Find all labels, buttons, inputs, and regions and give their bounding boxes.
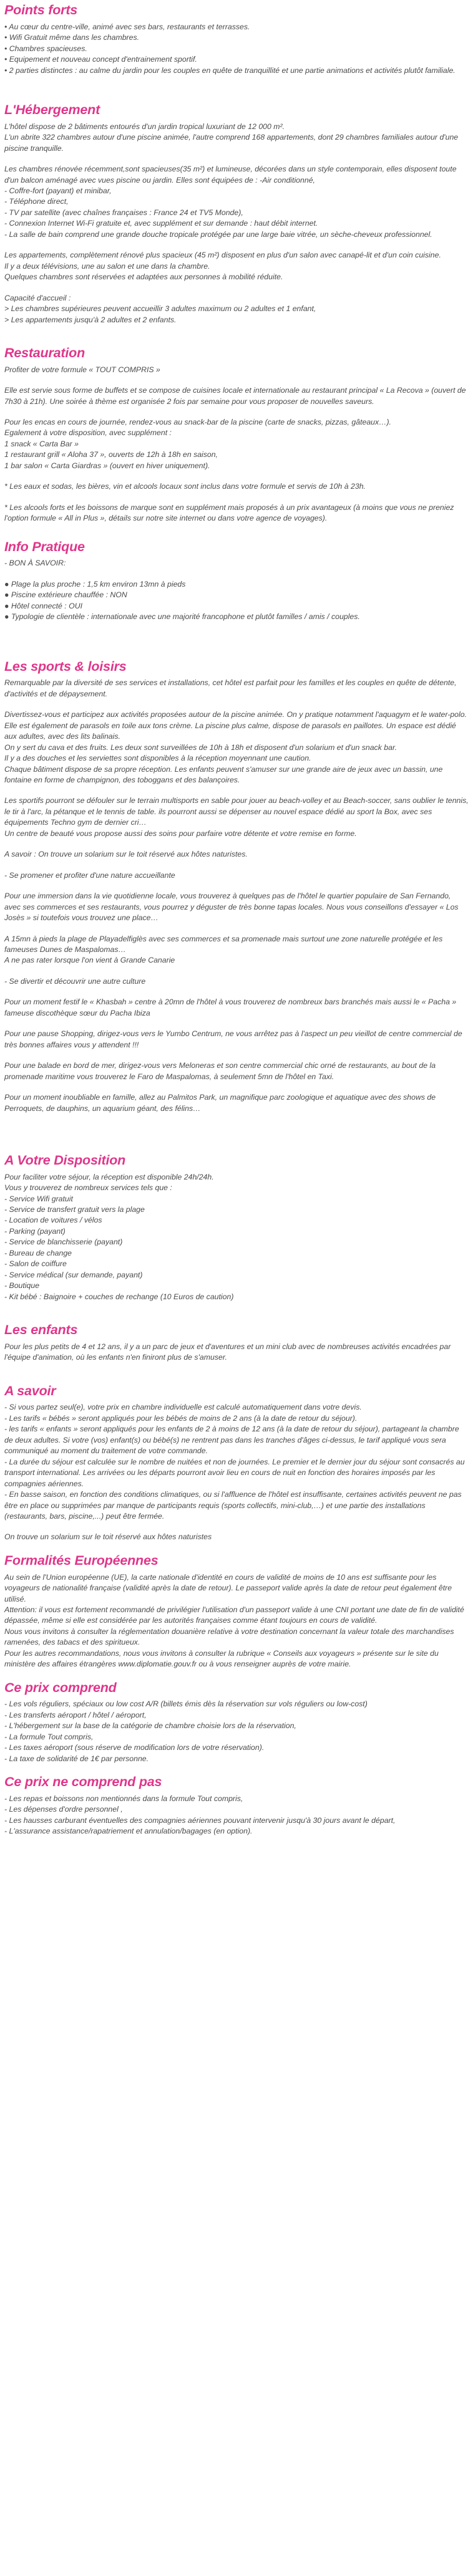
paragraph-spacer [4, 1522, 469, 1532]
section-title: A Votre Disposition [4, 1152, 126, 1168]
paragraph: - Les vols réguliers, spéciaux ou low cost A/R (billets émis dès la réservation sur vols réguliers ou low-cost) [4, 1699, 368, 1709]
paragraph: L'hôtel dispose de 2 bâtiments entourés d'un jardin tropical luxuriant de 12 000 m². [4, 122, 285, 131]
paragraph-spacer [4, 987, 469, 997]
section-title: Restauration [4, 345, 85, 360]
paragraph-spacer [4, 154, 469, 164]
paragraph: Il y a deux télévisions, une au salon et une dans la chambre. [4, 261, 210, 271]
paragraph-spacer [4, 699, 469, 709]
paragraph: Pour les encas en cours de journée, rendez-vous au snack-bar de la piscine (carte de snacks, pizzas, gâteaux…). [4, 418, 391, 427]
section-title: Info Pratique [4, 539, 85, 554]
paragraph: Attention: il vous est fortement recommandé de privilégier l'utilisation d'un passeport valide à une CNI portant une date de fin de validité dépassée, même si elle est considérée par les autorités françaises comme étant toujours en cours de validité. [4, 1605, 464, 1625]
paragraph: 1 snack « Carta Bar » [4, 439, 79, 448]
section-title: A savoir [4, 1383, 56, 1398]
section-title: Points forts [4, 2, 78, 17]
paragraph: - Coffre-fort (payant) et minibar, [4, 186, 112, 195]
section-les-enfants [4, 1322, 469, 1365]
section-body [4, 558, 469, 622]
paragraph: • 2 parties distinctes : au calme du jardin pour les couples en quête de tranquillité et une partie animations et activités plutôt familiale. [4, 65, 456, 75]
section-title: L'Hébergement [4, 102, 100, 117]
paragraph-spacer [4, 569, 469, 579]
section-body [4, 678, 469, 1114]
paragraph: - Parking (payant) [4, 1226, 66, 1236]
paragraph: • Equipement et nouveau concept d'entrainement sportif. [4, 55, 197, 64]
paragraph: Elle est servie sous forme de buffets et se compose de cuisines locale et internationale au restaurant principal « La Recova » (ouvert de 7h30 à 21h). Une soirée à thème est organisée 2 fois par semaine pour vous proposer de nouvelles saveurs. [4, 386, 466, 406]
section-title: Les sports & loisirs [4, 658, 127, 674]
paragraph: - TV par satellite (avec chaînes françaises : France 24 et TV5 Monde), [4, 208, 243, 217]
paragraph: ● Hôtel connecté : OUI [4, 601, 82, 610]
paragraph: - Les hausses carburant éventuelles des compagnies aériennes pouvant intervenir jusqu'à 30 jours avant le départ, [4, 1815, 396, 1825]
section-restauration [4, 345, 469, 526]
paragraph: Pour une pause Shopping, dirigez-vous vers le Yumbo Centrum, ne vous arrêtez pas à l'aspect un peu vieillot de centre commercial de très bonnes affaires vous y attendent !!! [4, 1029, 462, 1049]
section-formalit-s-europ-ennes [4, 1553, 469, 1671]
paragraph: - Se divertir et découvrir une autre culture [4, 976, 146, 986]
paragraph: - Boutique [4, 1281, 40, 1290]
paragraph: - En basse saison, en fonction des conditions climatiques, ou si l'affluence de l'hôtel est insuffisante, certaines activités peuvent ne pas être en place ou supprimées par manque de participants requis (sports collectifs, mini-club,…) et une partie des installations (restaurants, bars, piscine,...) peut être fermée. [4, 1490, 462, 1521]
paragraph: Pour un moment festif le « Khasbah » centre à 20mn de l'hôtel à vous trouverez de nombreux bars branchés mais aussi le « Pacha » fameuse discothèque sœur du Pacha Ibiza [4, 997, 457, 1017]
paragraph-spacer [4, 240, 469, 250]
paragraph: • Wifi Gratuit même dans les chambres. [4, 33, 140, 42]
paragraph: ● Piscine extérieure chauffée : NON [4, 590, 127, 600]
paragraph: - Kit bébé : Baignoire + couches de rechange (10 Euros de caution) [4, 1292, 234, 1301]
paragraph: - La taxe de solidarité de 1€ par personne. [4, 1754, 149, 1763]
paragraph-spacer [4, 1082, 469, 1092]
paragraph: - Connexion Internet Wi-Fi gratuite et, avec supplément et sur demande : haut débit internet. [4, 219, 318, 228]
paragraph: L'un abrite 322 chambres autour d'une piscine animée, l'autre comprend 168 appartements, dont 29 chambres familiales autour d'une piscine tranquille. [4, 133, 459, 153]
paragraph: Quelques chambres sont réservées et adaptées aux personnes à mobilité réduite. [4, 272, 283, 282]
paragraph: - Service de transfert gratuit vers la plage [4, 1205, 145, 1214]
paragraph-spacer [4, 283, 469, 293]
paragraph: - BON À SAVOIR: [4, 559, 66, 568]
section-body [4, 1572, 469, 1670]
paragraph: Au sein de l'Union européenne (UE), la carte nationale d'identité en cours de validité de moins de 10 ans est suffisante pour les voyageurs de nationalité française (validité après la date de retour). Le passeport valide après la date de retour peut également être utilisé. [4, 1572, 452, 1603]
paragraph: Chaque bâtiment dispose de sa propre réception. Les enfants peuvent s'amuser sur une grande aire de jeux avec un bassin, une fontaine en forme de champignon, des toboggans et des balançoires. [4, 764, 443, 784]
paragraph: - Se promener et profiter d'une nature accueillante [4, 870, 175, 880]
paragraph: A 15mn à pieds la plage de Playadelfiglès avec ses commerces et sa promenade mais surtout une zone naturelle protégée et les fameuses Dunes de Maspalomas… [4, 934, 443, 954]
section-body [4, 1342, 469, 1363]
paragraph: Pour les plus petits de 4 et 12 ans, il y a un parc de jeux et d'aventures et un mini club avec de nombreuses activités encadrées par l'équipe d'animation, où les enfants n'en finiront plus de s'amuser. [4, 1342, 451, 1362]
paragraph: 1 restaurant grill « Aloha 37 », ouverts de 12h à 18h en saison, [4, 450, 218, 459]
paragraph: > Les appartements jusqu'à 2 adultes et 2 enfants. [4, 315, 177, 324]
section-ce-prix-comprend [4, 1680, 469, 1766]
paragraph: Pour les autres recommandations, nous vous invitons à consulter la rubrique « Conseils aux voyageurs » présente sur le site du ministère des affaires étrangères www.diplomatie.gouv.fr ou à vous renseigner auprès de votre mairie. [4, 1648, 439, 1669]
paragraph-spacer [4, 493, 469, 502]
section-body [4, 365, 469, 524]
paragraph: Divertissez-vous et participez aux activités proposées autour de la piscine animée. On y pratique notamment l'aquagym et le water-polo. Elle est également de parasols en toile aux tons crème. La piscine plus calme, dispose de parasols en paillotes. Un espace est dédié aux adultes, avec des lits balinais. [4, 710, 467, 741]
paragraph-spacer [4, 839, 469, 849]
section-title: Les enfants [4, 1322, 78, 1338]
paragraph: - L'assurance assistance/rapatriement et annulation/bagages (en option). [4, 1827, 253, 1836]
paragraph: 1 bar salon « Carta Giardras » (ouvert en hiver uniquement). [4, 461, 210, 470]
paragraph: - les tarifs « enfants » seront appliqués pour les enfants de 2 à moins de 12 ans (à la date de retour du séjour), partageant la chambre de deux adultes. Si votre (vos) enfant(s) ou bébé(s) ne rentrent pas dans les tranches d'âges ci-dessus, le tarif appliqué vous sera communiqué au moment du traitement de votre commande. [4, 1425, 459, 1456]
section-body [4, 1402, 469, 1542]
paragraph: On trouve un solarium sur le toit réservé aux hôtes naturistes [4, 1532, 212, 1542]
paragraph: - Les dépenses d'ordre personnel , [4, 1805, 123, 1814]
paragraph: • Chambres spacieuses. [4, 44, 87, 53]
section-points-forts [4, 2, 469, 77]
paragraph: Les appartements, complètement rénové plus spacieux (45 m²) disposent en plus d'un salon avec canapé-lit et d'un coin cuisine. [4, 251, 441, 260]
paragraph: Nous vous invitons à consulter la réglementation douanière relative à votre destination concernant la valeur totale des marchandises ramenées, des tabacs et des spiritueux. [4, 1627, 454, 1647]
paragraph: Pour faciliter votre séjour, la réception est disponible 24h/24h. [4, 1172, 214, 1181]
paragraph: • Au cœur du centre-ville, animé avec ses bars, restaurants et terrasses. [4, 22, 250, 31]
paragraph: - Location de voitures / vélos [4, 1216, 102, 1225]
section-title: Ce prix ne comprend pas [4, 1774, 162, 1790]
paragraph: - Service Wifi gratuit [4, 1194, 73, 1203]
paragraph-spacer [4, 881, 469, 891]
paragraph: Capacité d'accueil : [4, 293, 71, 302]
section-title: Formalités Européennes [4, 1552, 158, 1568]
paragraph: Les sportifs pourront se défouler sur le terrain multisports en sable pour jouer au beach-volley et au Beach-soccer, sans oublier le tennis, le tir à l'arc, la pétanque et le tennis de table. ils pourront aussi se dépenser au nouvel espace dédié au sport la Box, avec ses équipements Techno gym de dernier cri… [4, 796, 469, 827]
paragraph: - La salle de bain comprend une grande douche tropicale protégée par une large baie vitrée, un sèche-cheveux professionnel. [4, 229, 432, 239]
paragraph: - Salon de coiffure [4, 1259, 67, 1269]
section-body [4, 1794, 469, 1837]
section-l-h-bergement [4, 102, 469, 327]
paragraph: Les chambres rénovée récemment,sont spacieuses(35 m²) et lumineuse, décorées dans un style contemporain, elles disposent toute d'un balcon aménagé avec vues piscine ou jardin. Elles sont équipées de : -Air conditionné, [4, 165, 457, 185]
paragraph-spacer [4, 924, 469, 934]
paragraph-spacer [4, 1050, 469, 1060]
section-body [4, 1699, 469, 1764]
paragraph: - Les tarifs « bébés » seront appliqués pour les bébés de moins de 2 ans (à la date de retour du séjour). [4, 1413, 358, 1423]
section-body [4, 1172, 469, 1302]
paragraph-spacer [4, 1019, 469, 1029]
paragraph-spacer [4, 966, 469, 976]
section-title: Ce prix comprend [4, 1680, 117, 1695]
paragraph: > Les chambres supérieures peuvent accueillir 3 adultes maximum ou 2 adultes et 1 enfant, [4, 304, 316, 314]
hotel-description-page [0, 2, 473, 1838]
paragraph: - Téléphone direct, [4, 197, 69, 206]
section-info-pratique [4, 539, 469, 624]
section-a-votre-disposition [4, 1153, 469, 1304]
paragraph: - Les taxes aéroport (sous réserve de modification lors de votre réservation). [4, 1743, 265, 1752]
paragraph-spacer [4, 471, 469, 481]
paragraph: - Service de blanchisserie (payant) [4, 1238, 123, 1247]
paragraph: Pour une balade en bord de mer, dirigez-vous vers Meloneras et son centre commercial chic orné de restaurants, au bout de la promenade maritime vous trouverez le Faro de Maspalomas, à seulement 5mn de l'hôtel en Taxi. [4, 1061, 436, 1081]
section-body [4, 122, 469, 325]
paragraph: Remarquable par la diversité de ses services et installations, cet hôtel est parfait pour les familles et les couples en quête de détente, d'activités et de dépaysement. [4, 678, 457, 698]
paragraph: - L'hébergement sur la base de la catégorie de chambre choisie lors de la réservation, [4, 1721, 296, 1731]
section-ce-prix-ne-comprend-pas [4, 1774, 469, 1838]
paragraph: A ne pas rater lorsque l'on vient à Grande Canarie [4, 956, 175, 965]
paragraph: A savoir : On trouve un solarium sur le toit réservé aux hôtes naturistes. [4, 850, 248, 859]
paragraph: - Les transferts aéroport / hôtel / aéroport, [4, 1710, 147, 1719]
paragraph: Il y a des douches et les serviettes sont disponibles à la réception moyennant une caution. [4, 754, 311, 763]
paragraph: - Les repas et boissons non mentionnés dans la formule Tout compris, [4, 1794, 243, 1803]
paragraph-spacer [4, 786, 469, 795]
paragraph: * Les eaux et sodas, les bières, vin et alcools locaux sont inclus dans votre formule et servis de 10h à 23h. [4, 482, 366, 491]
paragraph: Egalement à votre disposition, avec supplément : [4, 428, 172, 438]
paragraph-spacer [4, 860, 469, 870]
paragraph: - La formule Tout compris, [4, 1732, 94, 1741]
section-les-sports-loisirs [4, 659, 469, 1115]
paragraph: On y sert du cava et des fruits. Les deux sont surveillées de 10h à 18h et disposent d'un solarium et d'un snack bar. [4, 743, 397, 752]
section-body [4, 22, 469, 76]
section-a-savoir [4, 1383, 469, 1544]
paragraph: ● Typologie de clientèle : internationale avec une majorité francophone et plutôt familles / amis / couples. [4, 612, 360, 622]
paragraph: - Si vous partez seul(e), votre prix en chambre individuelle est calculé automatiquement dans votre devis. [4, 1403, 362, 1412]
paragraph-spacer [4, 407, 469, 417]
paragraph: - Bureau de change [4, 1248, 72, 1257]
paragraph: * Les alcools forts et les boissons de marque sont en supplément mais proposés à un prix avantageux (à moins que vous ne preniez l'option formule « All in Plus », détails sur notre site internet ou dans votre agence de voyages). [4, 502, 454, 523]
paragraph: Vous y trouverez de nombreux services tels que : [4, 1183, 172, 1193]
paragraph: - La durée du séjour est calculée sur le nombre de nuitées et non de journées. Le premier et le dernier jour du séjour sont consacrés au transport international. Les arrivées ou les départs pourront avoir lieu en cours de nuit en fonction des horaires imposés par les compagnies aériennes. [4, 1457, 465, 1488]
paragraph: Un centre de beauté vous propose aussi des soins pour parfaire votre détente et votre remise en forme. [4, 829, 357, 838]
paragraph: - Service médical (sur demande, payant) [4, 1270, 143, 1279]
paragraph-spacer [4, 375, 469, 385]
paragraph: Profiter de votre formule « TOUT COMPRIS » [4, 365, 160, 374]
paragraph: Pour une immersion dans la vie quotidienne locale, vous trouverez à quelques pas de l'hôtel le quartier populaire de San Fernando, avec ses commerces et ses restaurants, vous pourrez y déguster de très bonne tapas locales. Nous vous conseillons d'essayer « Los Josès » si toutefois vous trouvez une place… [4, 892, 459, 923]
paragraph: ● Plage la plus proche : 1,5 km environ 13mn à pieds [4, 579, 186, 589]
paragraph: Pour un moment inoubliable en famille, allez au Palmitos Park, un magnifique parc zoologique et aquatique avec des shows de Perroquets, de dauphins, un aquarium géant, des félins… [4, 1093, 436, 1113]
